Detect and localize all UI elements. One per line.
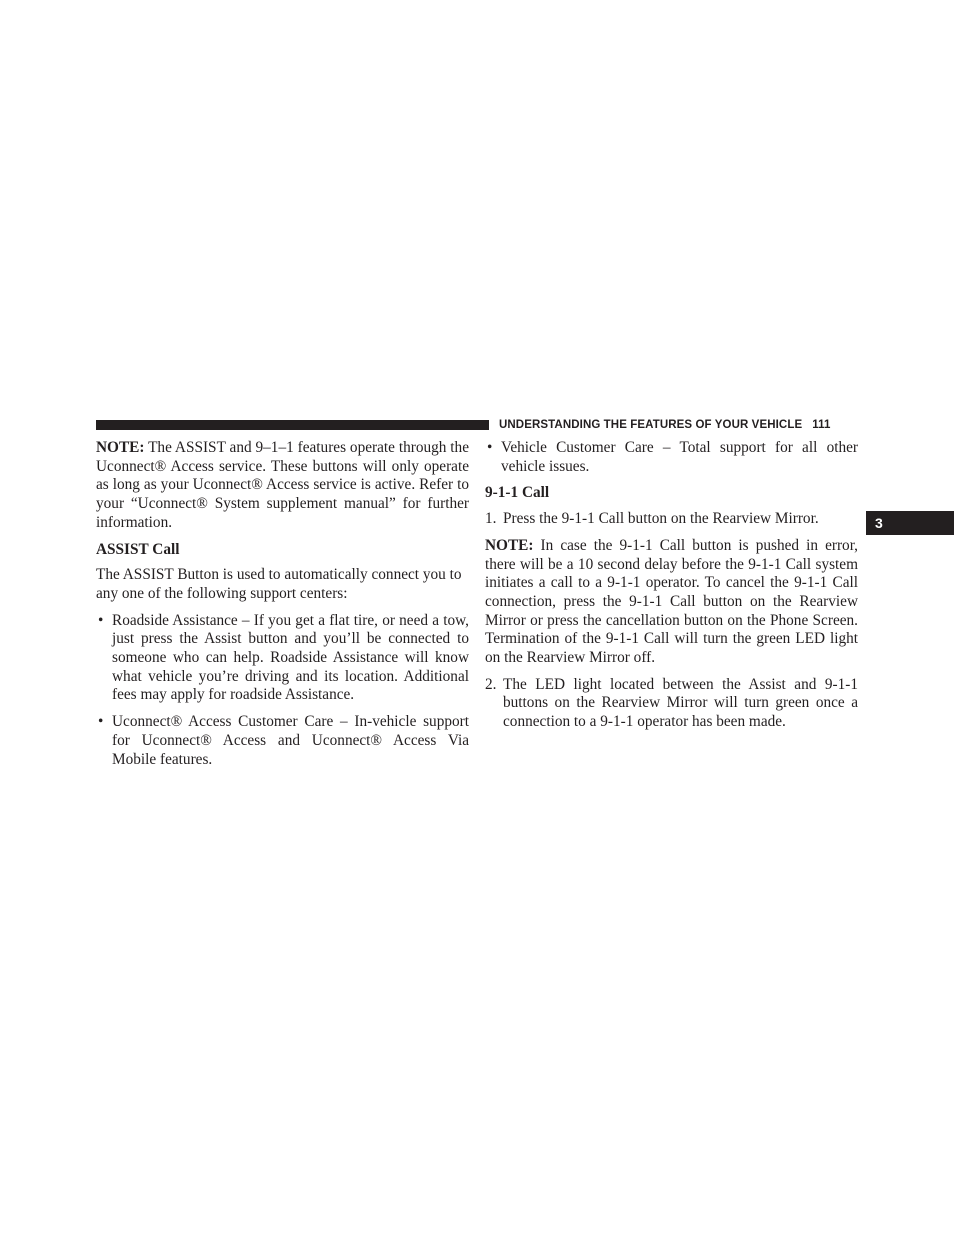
support-centers-list bbox=[96, 612, 469, 770]
note-paragraph bbox=[96, 439, 469, 533]
running-header bbox=[499, 417, 859, 433]
list-item-text: Roadside Assistance – If you get a flat tire, or need a tow, just press the Assist button and you’ll be connected to someone who can help. Roadside Assistance will know what vehicle you’re driving and its location. Additional fees may apply for roadside Assistance. bbox=[112, 611, 469, 704]
list-item-text: Uconnect® Access Customer Care – In-vehicle support for Uconnect® Access and Uconnect® Access Via Mobile features. bbox=[112, 713, 469, 768]
support-centers-list-continued bbox=[485, 439, 858, 476]
bullet-glyph: • bbox=[98, 611, 104, 629]
chapter-tab: 3 bbox=[866, 511, 954, 535]
step-item bbox=[485, 510, 858, 529]
bullet-glyph: • bbox=[98, 713, 104, 731]
header-title: UNDERSTANDING THE FEATURES OF YOUR VEHICLE bbox=[499, 419, 803, 431]
step-text: The LED light located between the Assist and 9-1-1 buttons on the Rearview Mirror will turn green once a connection to a 9-1-1 operator has been made. bbox=[503, 675, 858, 731]
note-text: In case the 9-1-1 Call button is pushed in error, there will be a 10 second delay before the 9-1-1 Call system initiates a call to a 9-1-1 operator. To cancel the 9-1-1 Call connection, press the 9-1-1 Call button on the Rearview Mirror or press the cancellation button on the Phone Screen. Termination of the 9-1-1 Call will turn the green LED light on the Rearview Mirror off. bbox=[485, 536, 858, 667]
right-column bbox=[485, 439, 858, 740]
left-column bbox=[96, 439, 469, 777]
page-number: 111 bbox=[812, 419, 831, 431]
note-label: NOTE: bbox=[485, 536, 534, 554]
section-heading-911-call: 9-1-1 Call bbox=[485, 484, 550, 502]
bullet-glyph: • bbox=[487, 439, 493, 456]
step-number: 1. bbox=[485, 510, 497, 528]
step-text: Press the 9-1-1 Call button on the Rearview Mirror. bbox=[503, 510, 819, 528]
list-item bbox=[485, 439, 858, 476]
note-paragraph bbox=[485, 537, 858, 668]
list-item bbox=[96, 612, 469, 706]
note-text: The ASSIST and 9–1–1 features operate through the Uconnect® Access service. These buttons will only operate as long as your Uconnect® Access service is active. Refer to your “Uconnect® System supplement manual” for further information. bbox=[96, 439, 469, 531]
assist-intro-paragraph: The ASSIST Button is used to automatically connect you to any one of the following support centers: bbox=[96, 566, 462, 602]
section-heading-assist-call: ASSIST Call bbox=[96, 540, 180, 558]
steps-list-part1 bbox=[485, 510, 858, 529]
note-label: NOTE: bbox=[96, 439, 145, 456]
step-number: 2. bbox=[485, 675, 497, 693]
steps-list-part2 bbox=[485, 676, 858, 732]
list-item-text: Vehicle Customer Care – Total support for all other vehicle issues. bbox=[501, 439, 858, 475]
step-item bbox=[485, 676, 858, 732]
list-item bbox=[96, 713, 469, 769]
header-rule bbox=[96, 420, 489, 430]
